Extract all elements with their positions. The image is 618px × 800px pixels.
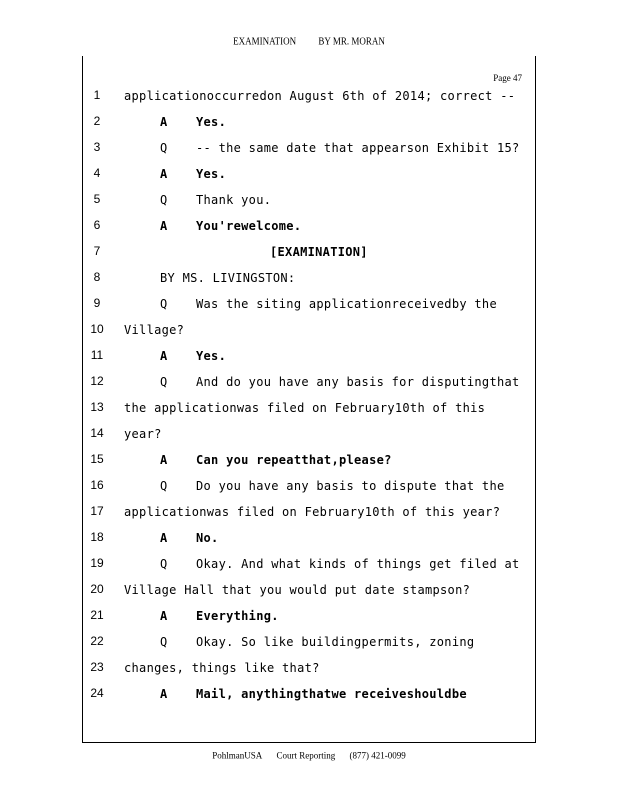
speaker-label: A xyxy=(160,115,168,129)
line-text: Thank you. xyxy=(196,193,272,207)
speaker-label: A xyxy=(160,349,168,363)
line-text: year? xyxy=(124,427,162,441)
page-footer xyxy=(0,750,618,761)
line-number: 8 xyxy=(93,270,101,284)
line-text: [EXAMINATION] xyxy=(270,245,368,259)
line-number: 12 xyxy=(90,374,104,388)
footer-phone: (877) 421-0099 xyxy=(349,749,406,761)
transcript-line xyxy=(0,296,618,316)
line-number: 20 xyxy=(90,582,104,596)
line-number: 6 xyxy=(93,218,101,232)
transcript-line xyxy=(0,322,618,342)
transcript-line xyxy=(0,478,618,498)
speaker-label: Q xyxy=(160,297,168,311)
line-text: changes, things like that? xyxy=(124,661,320,675)
transcript-line xyxy=(0,348,618,368)
speaker-label: A xyxy=(160,609,168,623)
line-text: Do you have any basis to dispute that the xyxy=(196,479,505,493)
line-text: And do you have any basis for disputingthat xyxy=(196,375,520,389)
line-text: Okay. And what kinds of things get filed at xyxy=(196,557,520,571)
line-number: 18 xyxy=(90,530,104,544)
transcript-line xyxy=(0,400,618,420)
line-text: -- the same date that appearson Exhibit 15? xyxy=(196,141,520,155)
speaker-label: Q xyxy=(160,141,168,155)
transcript-line xyxy=(0,452,618,472)
line-text: Was the siting applicationreceivedby the xyxy=(196,297,497,311)
transcript-line xyxy=(0,374,618,394)
transcript-line xyxy=(0,192,618,212)
header-section-title: EXAMINATION xyxy=(233,35,297,47)
line-number: 16 xyxy=(90,478,104,492)
line-number: 23 xyxy=(90,660,104,674)
footer-company: PohlmanUSA xyxy=(212,749,263,761)
line-number: 19 xyxy=(90,556,104,570)
line-text: Okay. So like buildingpermits, zoning xyxy=(196,635,475,649)
transcript-line xyxy=(0,218,618,238)
transcript-line xyxy=(0,686,618,706)
transcript-line xyxy=(0,660,618,680)
transcript-line xyxy=(0,504,618,524)
line-text: You'rewelcome. xyxy=(196,219,302,233)
line-number: 10 xyxy=(90,322,104,336)
transcript-line xyxy=(0,114,618,134)
line-number: 4 xyxy=(93,166,101,180)
speaker-label: Q xyxy=(160,635,168,649)
speaker-label: Q xyxy=(160,479,168,493)
transcript-line xyxy=(0,608,618,628)
transcript-line xyxy=(0,556,618,576)
line-number: 14 xyxy=(90,426,104,440)
line-number: 15 xyxy=(90,452,104,466)
header-examiner: BY MR. MORAN xyxy=(318,35,385,47)
transcript-line xyxy=(0,270,618,290)
line-text: Mail, anythingthatwe receiveshouldbe xyxy=(196,687,467,701)
line-number: 17 xyxy=(90,504,104,518)
line-number: 7 xyxy=(93,244,101,258)
line-text: BY MS. LIVINGSTON: xyxy=(160,271,296,285)
transcript-line xyxy=(0,140,618,160)
speaker-label: A xyxy=(160,531,168,545)
speaker-label: A xyxy=(160,219,168,233)
line-number: 24 xyxy=(90,686,104,700)
line-text: No. xyxy=(196,531,219,545)
transcript-line xyxy=(0,582,618,602)
line-number: 2 xyxy=(93,114,101,128)
speaker-label: A xyxy=(160,167,168,181)
footer-service: Court Reporting xyxy=(276,749,336,761)
line-text: Yes. xyxy=(196,167,227,181)
transcript-line xyxy=(0,426,618,446)
line-number: 22 xyxy=(90,634,104,648)
line-text: the applicationwas filed on February10th of this xyxy=(124,401,486,415)
transcript-line xyxy=(0,530,618,550)
line-text: Village Hall that you would put date stampson? xyxy=(124,583,471,597)
line-number: 11 xyxy=(90,348,104,362)
transcript-line xyxy=(0,634,618,654)
line-number: 1 xyxy=(93,88,101,102)
line-text: applicationoccurredon August 6th of 2014; correct -- xyxy=(124,89,516,103)
line-number: 3 xyxy=(93,140,101,154)
transcript-line xyxy=(0,244,618,264)
line-number: 5 xyxy=(93,192,101,206)
transcript-line xyxy=(0,88,618,108)
line-number: 21 xyxy=(90,608,104,622)
line-text: Can you repeatthat,please? xyxy=(196,453,392,467)
page-number: Page 47 xyxy=(493,73,522,83)
line-text: applicationwas filed on February10th of this year? xyxy=(124,505,501,519)
line-text: Yes. xyxy=(196,349,227,363)
page-header xyxy=(0,35,618,47)
line-number: 13 xyxy=(90,400,104,414)
speaker-label: Q xyxy=(160,557,168,571)
line-text: Village? xyxy=(124,323,185,337)
speaker-label: Q xyxy=(160,193,168,207)
transcript-line xyxy=(0,166,618,186)
speaker-label: Q xyxy=(160,375,168,389)
line-text: Everything. xyxy=(196,609,279,623)
speaker-label: A xyxy=(160,687,168,701)
speaker-label: A xyxy=(160,453,168,467)
line-number: 9 xyxy=(93,296,101,310)
line-text: Yes. xyxy=(196,115,227,129)
